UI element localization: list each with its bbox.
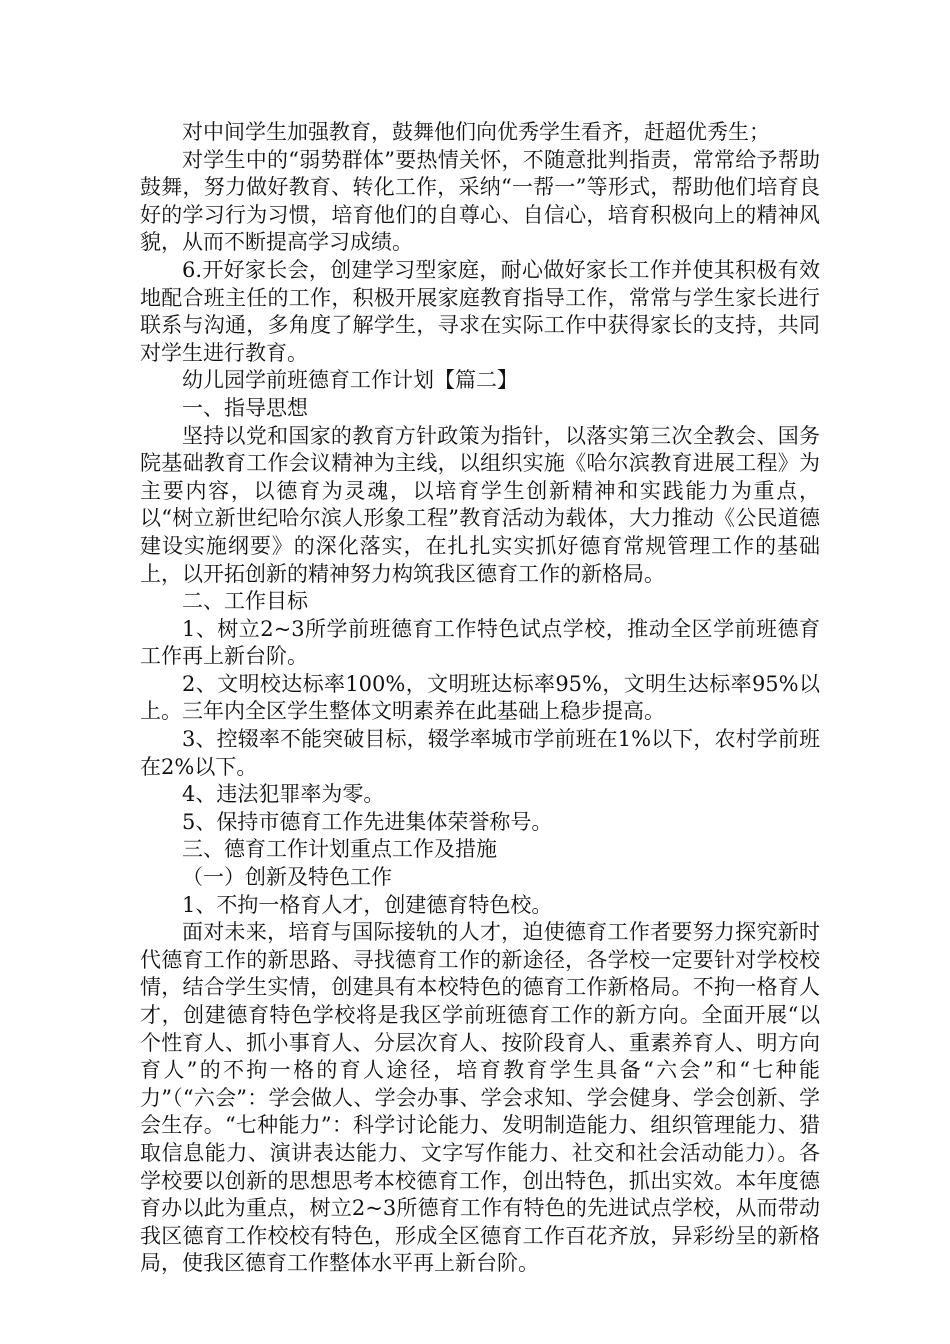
paragraph-middle-students: 对中间学生加强教育，鼓舞他们向优秀学生看齐，赶超优秀生；	[182, 120, 770, 144]
heading-work-goals: 二、工作目标	[182, 589, 308, 614]
heading-guiding-ideology: 一、指导思想	[182, 395, 308, 420]
goal-item-4: 4、违法犯罪率为零。	[182, 782, 385, 807]
goal-item-5: 5、保持市德育工作先进集体荣誉称号。	[182, 809, 553, 834]
subheading-innovation: （一）创新及特色工作	[182, 865, 392, 890]
item-talent-cultivation: 1、不拘一格育人才，创建德育特色校。	[182, 892, 553, 917]
paragraph-parent-meeting: 6.开好家长会，创建学习型家庭，耐心做好家长工作并使其积极有效地配合班主任的工作，积极开展家庭教育指导工作，常常与学生家长进行联系与沟通，多角度了解学生，寻求在实际工作中获得家长的支持，共同对学生进行教育。	[140, 257, 820, 365]
goal-item-3: 3、控辍率不能突破目标，辍学率城市学前班在1%以下，农村学前班在2%以下。	[140, 727, 820, 779]
goal-item-1: 1、树立2~3所学前班德育工作特色试点学校，推动全区学前班德育工作再上新台阶。	[140, 616, 820, 669]
paragraph-guiding-ideology: 坚持以党和国家的教育方针政策为指针，以落实第三次全教会、国务院基础教育工作会议精神为主线，以组织实施《哈尔滨教育进展工程》为主要内容，以德育为灵魂，以培育学生创新精神和实践能力为重点，以“树立新世纪哈尔滨人形象工程”教育活动为载体，大力推动《公民道德建设实施纲要》的深化落实，在扎扎实实抓好德育常规管理工作的基础上，以开拓创新的精神努力构筑我区德育工作的新格局。	[140, 423, 820, 586]
paragraph-weak-group: 对学生中的“弱势群体”要热情关怀，不随意批判指责，常常给予帮助鼓舞，努力做好教育、转化工作，采纳“一帮一”等形式，帮助他们培育良好的学习行为习惯，培育他们的自尊心、自信心，培育积极向上的精神风貌，从而不断提高学习成绩。	[140, 147, 820, 255]
goal-item-2: 2、文明校达标率100%，文明班达标率95%，文明生达标率95%以上。三年内全区学生整体文明素养在此基础上稳步提高。	[140, 671, 820, 724]
paragraph-facing-future: 面对未来，培育与国际接轨的人才，迫使德育工作者要努力探究新时代德育工作的新思路、寻找德育工作的新途径，各学校一定要针对学校校情，结合学生实情，创建具有本校特色的德育工作新格局。不拘一格育人才，创建德育特色学校将是我区学前班德育工作的新方向。全面开展“以个性育人、抓小事育人、分层次育人、按阶段育人、重素养育人、明方向育人”的不拘一格的育人途径，培育教育学生具备“六会”和“七种能力”（“六会”：学会做人、学会办事、学会求知、学会健身、学会创新、学会生存。“七种能力”：科学讨论能力、发明制造能力、组织管理能力、猎取信息能力、演讲表达能力、文字写作能力、社交和社会活动能力）。各学校要以创新的思想思考本校德育工作，创出特色，抓出实效。本年度德育办以此为重点，树立2~3所德育工作有特色的先进试点学校，从而带动我区德育工作校校有特色，形成全区德育工作百花齐放，异彩纷呈的新格局，使我区德育工作整体水平再上新台阶。	[140, 920, 820, 1276]
document-page	[140, 119, 820, 1278]
section-title-part-two: 幼儿园学前班德育工作计划【篇二】	[182, 368, 518, 393]
heading-key-work: 三、德育工作计划重点工作及措施	[182, 837, 497, 862]
